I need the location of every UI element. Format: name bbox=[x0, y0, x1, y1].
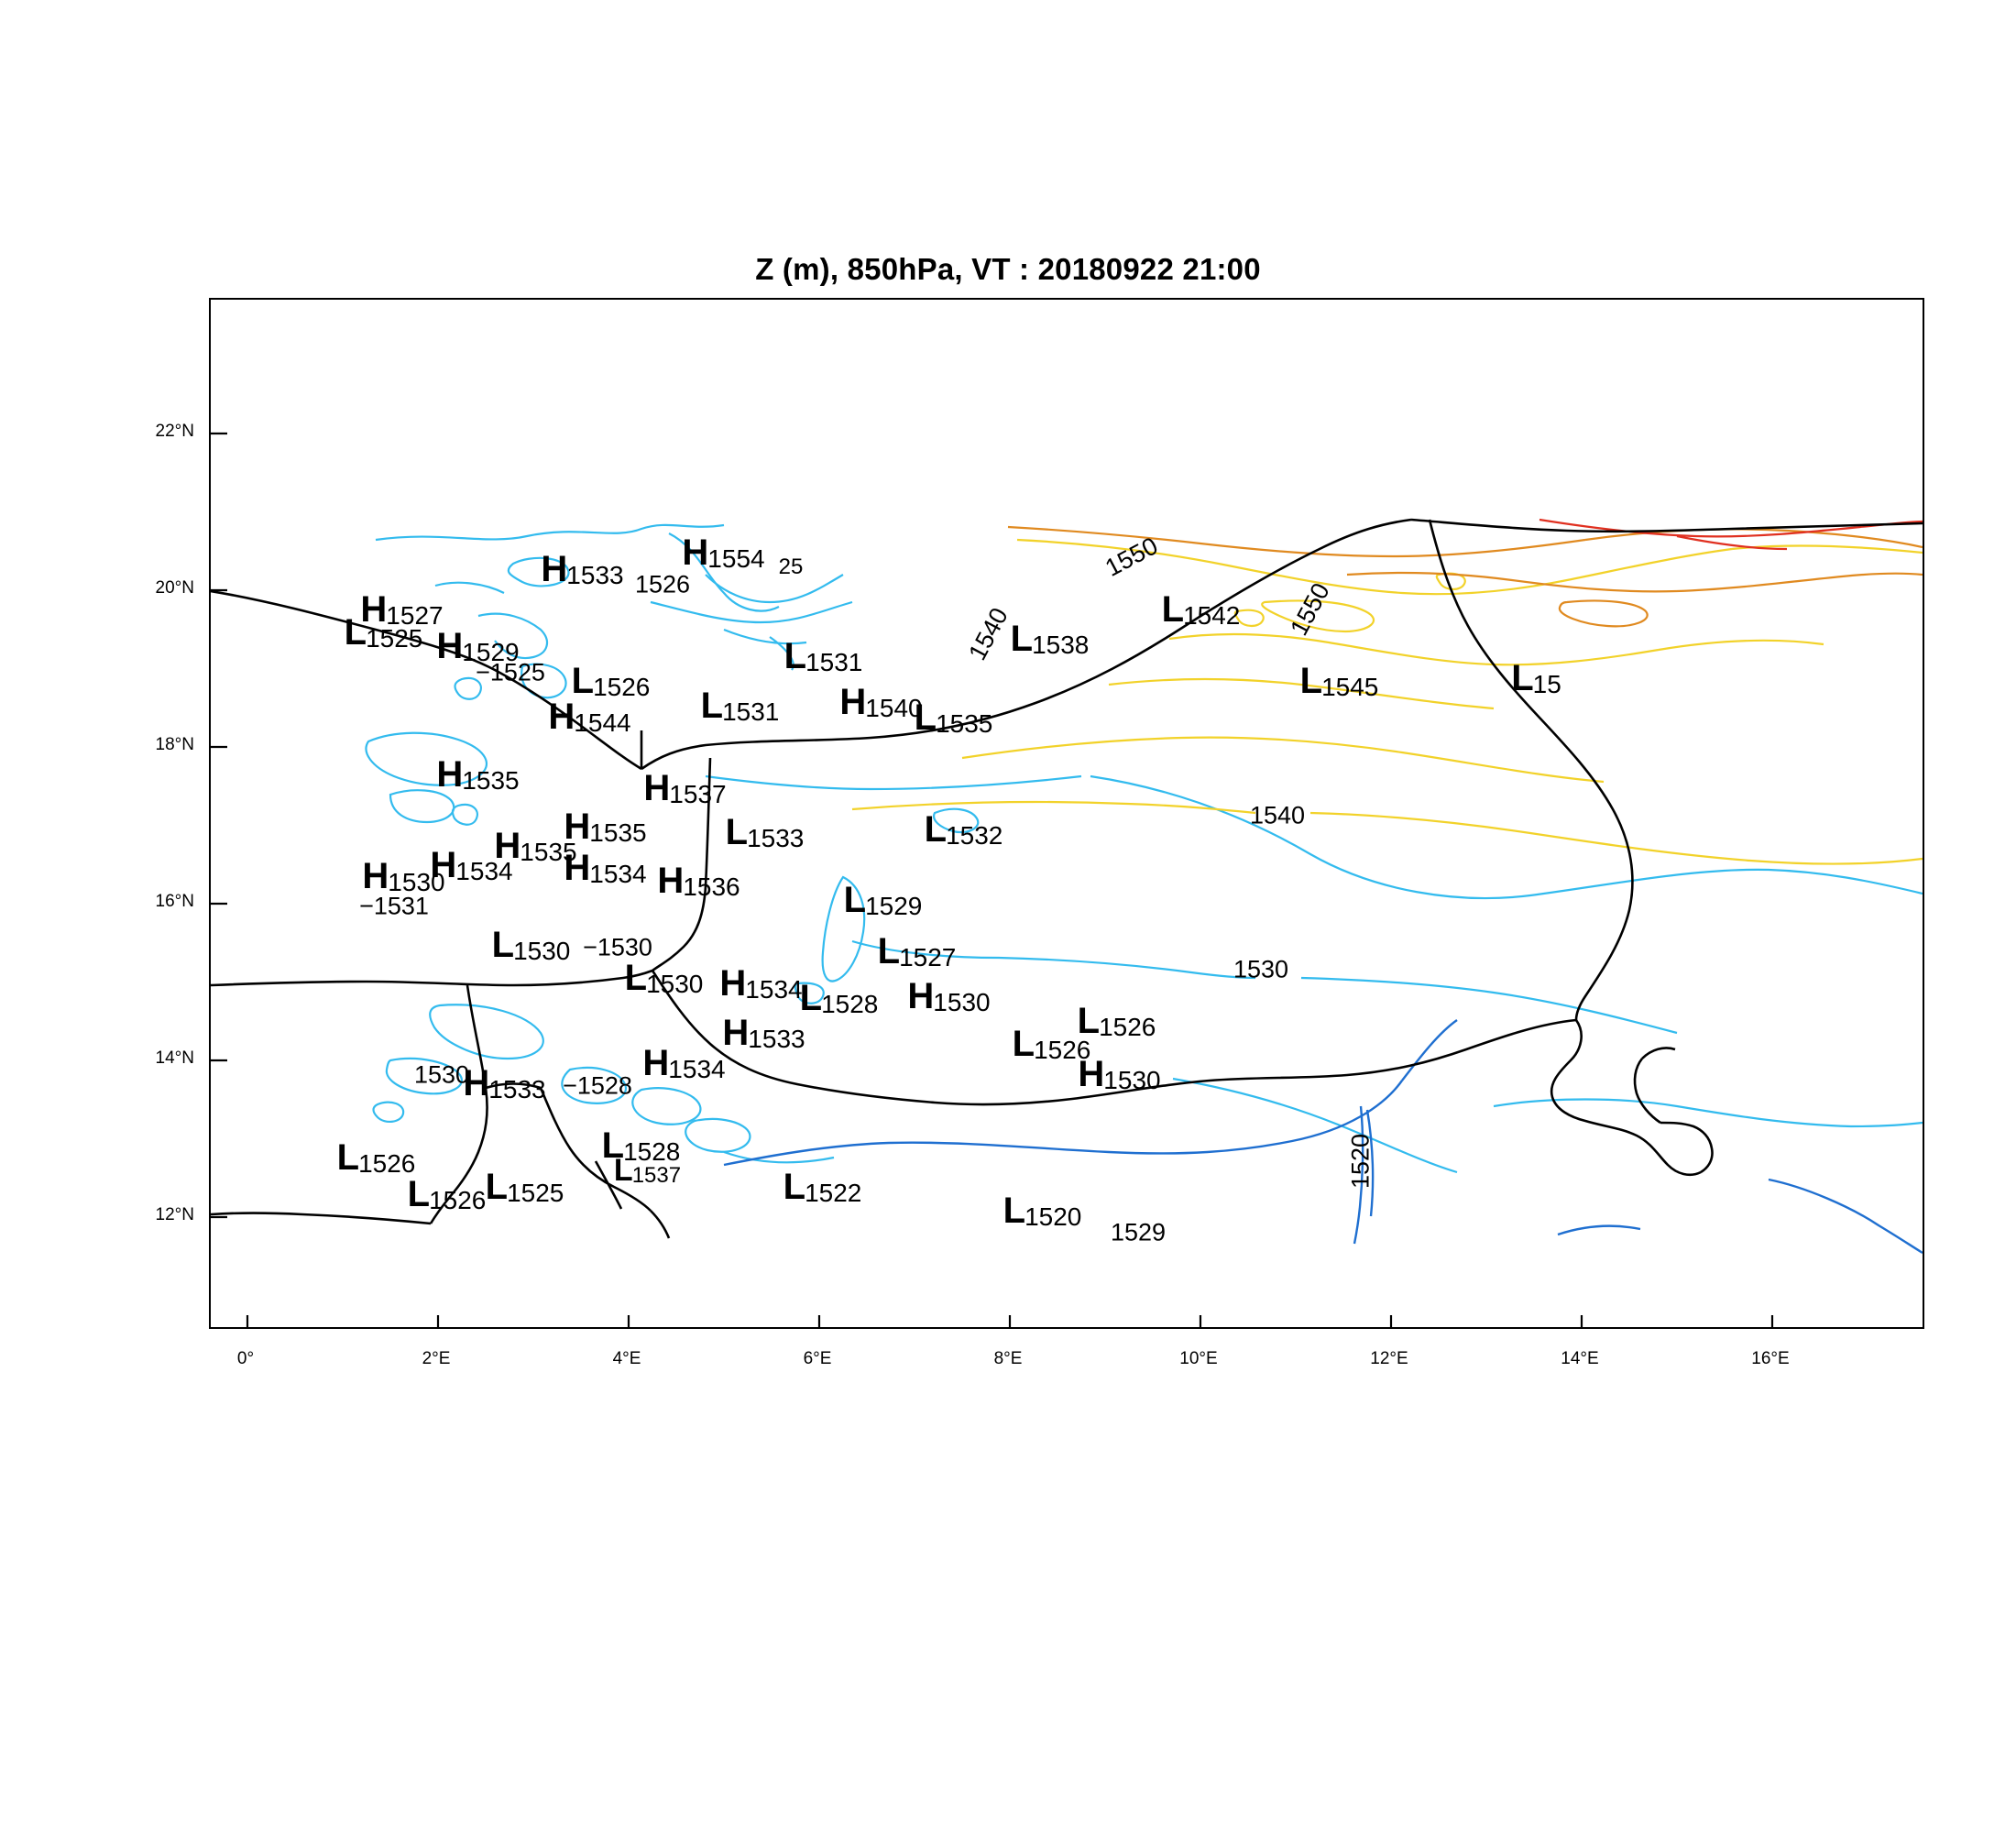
marker-H-1530-b bbox=[907, 978, 991, 1015]
marker-symbol: H bbox=[430, 845, 457, 885]
marker-L-1526 bbox=[572, 663, 652, 699]
x-tick-10E: 10°E bbox=[1179, 1349, 1218, 1368]
marker-symbol: L bbox=[1003, 1191, 1026, 1231]
marker-L-1528-a bbox=[800, 980, 880, 1016]
marker-L-1530-a bbox=[492, 927, 572, 963]
marker-L-1522 bbox=[783, 1169, 863, 1205]
x-tick-0: 0° bbox=[236, 1349, 255, 1368]
x-tick-4E: 4°E bbox=[612, 1349, 641, 1368]
marker-symbol: L bbox=[407, 1174, 431, 1214]
marker-symbol: H bbox=[362, 856, 389, 896]
marker-value: 1522 bbox=[805, 1179, 862, 1207]
marker-symbol: L bbox=[783, 636, 807, 676]
marker-value: 1533 bbox=[566, 561, 624, 589]
marker-value: 1525 bbox=[507, 1179, 564, 1207]
marker-symbol: L bbox=[571, 661, 595, 701]
marker-symbol: L bbox=[1299, 661, 1323, 701]
marker-H-1530-c bbox=[1078, 1056, 1161, 1092]
marker-L-1527 bbox=[878, 933, 958, 970]
contour-label-1540-a: 1540 bbox=[963, 603, 1013, 665]
marker-L-1526-d bbox=[408, 1176, 488, 1213]
marker-symbol: L bbox=[799, 978, 823, 1018]
marker-value: 1526 bbox=[429, 1186, 487, 1214]
marker-L-1545 bbox=[1300, 663, 1380, 699]
marker-value: 1530 bbox=[933, 988, 991, 1016]
marker-symbol: L bbox=[344, 612, 367, 653]
contour-label-1530-a: 1530 bbox=[1233, 955, 1289, 983]
contour-label-1526: 1526 bbox=[634, 570, 691, 598]
marker-symbol: H bbox=[657, 861, 685, 901]
y-tick-22N: 22°N bbox=[155, 422, 194, 441]
marker-value: 1526 bbox=[358, 1149, 416, 1178]
marker-value: 1533 bbox=[747, 824, 805, 852]
marker-H-1554 bbox=[682, 534, 765, 571]
marker-symbol: H bbox=[436, 754, 464, 795]
marker-H-1533-b bbox=[722, 1015, 805, 1051]
marker-value: 1530 bbox=[646, 970, 704, 998]
marker-symbol: H bbox=[548, 697, 575, 737]
marker-L-1535 bbox=[915, 699, 994, 736]
marker-value: 1540 bbox=[865, 694, 923, 722]
y-tick-14N: 14°N bbox=[155, 1048, 194, 1068]
x-tick-6E: 6°E bbox=[803, 1349, 832, 1368]
marker-symbol: H bbox=[360, 589, 388, 630]
marker-value: 1535 bbox=[462, 766, 520, 795]
x-tick-16E: 16°E bbox=[1751, 1349, 1790, 1368]
marker-symbol: L bbox=[1077, 1001, 1101, 1041]
marker-L-1537 bbox=[614, 1155, 682, 1186]
marker-symbol: H bbox=[682, 532, 709, 573]
marker-L-1530-b bbox=[625, 960, 705, 996]
marker-value: 1527 bbox=[899, 943, 957, 971]
contour-label-minus-1528: −1528 bbox=[563, 1071, 632, 1100]
contour-label-25: 25 bbox=[778, 554, 804, 579]
marker-value: 1531 bbox=[805, 648, 863, 676]
marker-value: 1526 bbox=[593, 673, 651, 701]
marker-symbol: L bbox=[924, 809, 948, 850]
marker-value: 1534 bbox=[455, 857, 513, 885]
marker-value: 1534 bbox=[589, 860, 647, 888]
marker-value: 1530 bbox=[513, 937, 571, 965]
contour-label-1550-b: 1550 bbox=[1285, 578, 1335, 641]
marker-value: 1537 bbox=[669, 780, 727, 808]
marker-symbol: L bbox=[1161, 589, 1185, 630]
marker-symbol: L bbox=[783, 1167, 806, 1207]
marker-symbol: H bbox=[436, 626, 464, 666]
marker-value: 1525 bbox=[366, 624, 423, 653]
marker-value: 1535 bbox=[520, 838, 577, 866]
x-tick-12E: 12°E bbox=[1370, 1349, 1408, 1368]
marker-value: 1528 bbox=[821, 990, 879, 1018]
marker-symbol: H bbox=[719, 963, 747, 1004]
marker-value: 1532 bbox=[946, 821, 1003, 850]
contour-label-minus-1530: −1530 bbox=[583, 933, 652, 961]
x-tick-2E: 2°E bbox=[422, 1349, 451, 1368]
marker-L-1529 bbox=[844, 882, 924, 918]
marker-value: 1527 bbox=[386, 601, 444, 630]
marker-symbol: H bbox=[541, 549, 568, 589]
marker-symbol: H bbox=[643, 768, 671, 808]
marker-symbol: H bbox=[642, 1043, 670, 1083]
marker-value: 1529 bbox=[865, 892, 923, 920]
marker-symbol: H bbox=[463, 1063, 490, 1103]
marker-L-1526-c bbox=[337, 1139, 417, 1176]
marker-symbol: L bbox=[1010, 619, 1034, 659]
marker-value: 1542 bbox=[1183, 601, 1241, 630]
contour-label-minus-1525: −1525 bbox=[476, 658, 545, 686]
marker-value: 1535 bbox=[936, 709, 993, 738]
marker-symbol: L bbox=[1511, 658, 1534, 698]
marker-value: 1536 bbox=[683, 873, 740, 901]
marker-symbol: L bbox=[877, 931, 901, 971]
marker-symbol: L bbox=[700, 686, 724, 726]
contour-label-1530-b: 1530 bbox=[413, 1060, 470, 1089]
marker-H-1534-d bbox=[642, 1045, 726, 1081]
chart-title: Z (m), 850hPa, VT : 20180922 21:00 bbox=[755, 252, 1261, 286]
marker-value: 1554 bbox=[707, 544, 765, 573]
marker-L-1531-a bbox=[784, 638, 864, 675]
marker-H-1534-c bbox=[719, 965, 803, 1002]
marker-H-1530-a bbox=[362, 858, 445, 895]
marker-value: 1534 bbox=[668, 1055, 726, 1083]
marker-symbol: H bbox=[907, 976, 935, 1016]
map-plot-area bbox=[209, 298, 1924, 1329]
marker-L-1542 bbox=[1162, 591, 1242, 628]
marker-value: 1526 bbox=[1099, 1013, 1156, 1041]
marker-value: 1537 bbox=[631, 1163, 682, 1188]
marker-H-1544 bbox=[548, 698, 631, 735]
contour-label-minus-1531: −1531 bbox=[359, 892, 429, 920]
marker-symbol: L bbox=[843, 880, 867, 920]
marker-symbol: L bbox=[914, 697, 937, 738]
marker-value: 1533 bbox=[748, 1025, 805, 1053]
marker-symbol: H bbox=[722, 1013, 750, 1053]
marker-symbol: L bbox=[1012, 1024, 1035, 1064]
contour-label-1550-a: 1550 bbox=[1101, 532, 1163, 582]
marker-value: 1520 bbox=[1024, 1202, 1082, 1231]
marker-symbol: L bbox=[601, 1125, 625, 1166]
marker-value: 1538 bbox=[1032, 631, 1090, 659]
marker-value: 1544 bbox=[574, 708, 631, 737]
marker-value: 1530 bbox=[1103, 1066, 1161, 1094]
marker-H-1534-b bbox=[564, 850, 647, 886]
marker-L-1525 bbox=[345, 614, 424, 651]
y-tick-12N: 12°N bbox=[155, 1205, 194, 1224]
marker-symbol: L bbox=[613, 1153, 633, 1188]
marker-value: 1533 bbox=[488, 1075, 546, 1103]
marker-L-1525-b bbox=[486, 1169, 565, 1205]
marker-value: 1528 bbox=[623, 1137, 681, 1166]
marker-value: 15 bbox=[1532, 670, 1561, 698]
marker-value: 1530 bbox=[388, 868, 445, 896]
marker-value: 1526 bbox=[1034, 1036, 1091, 1064]
y-tick-20N: 20°N bbox=[155, 578, 194, 598]
marker-L-1531-b bbox=[701, 687, 781, 724]
marker-value: 1534 bbox=[745, 975, 803, 1004]
marker-symbol: L bbox=[485, 1167, 509, 1207]
marker-symbol: L bbox=[624, 958, 648, 998]
y-tick-18N: 18°N bbox=[155, 735, 194, 754]
marker-value: 1531 bbox=[722, 697, 780, 726]
marker-L-1533 bbox=[726, 814, 805, 851]
marker-value: 1529 bbox=[462, 638, 520, 666]
marker-L-1538 bbox=[1011, 620, 1090, 657]
marker-symbol: L bbox=[491, 925, 515, 965]
marker-H-1533-c bbox=[463, 1065, 546, 1102]
marker-symbol: L bbox=[336, 1137, 360, 1178]
marker-H-1533 bbox=[541, 551, 624, 587]
marker-symbol: H bbox=[564, 807, 591, 847]
marker-symbol: H bbox=[494, 826, 521, 866]
marker-symbol: H bbox=[1078, 1054, 1105, 1094]
marker-value: 1535 bbox=[589, 818, 647, 847]
marker-L-15-edge bbox=[1511, 660, 1562, 697]
y-tick-16N: 16°N bbox=[155, 892, 194, 911]
contour-label-1520: 1520 bbox=[1346, 1133, 1375, 1190]
marker-symbol: H bbox=[839, 682, 867, 722]
x-tick-14E: 14°E bbox=[1561, 1349, 1599, 1368]
marker-symbol: H bbox=[564, 848, 591, 888]
marker-L-1532 bbox=[925, 811, 1004, 848]
contour-label-1540-b: 1540 bbox=[1249, 801, 1306, 829]
marker-value: 1545 bbox=[1321, 673, 1379, 701]
contour-map-svg bbox=[211, 300, 1924, 1329]
marker-H-1535-a bbox=[436, 756, 520, 793]
marker-symbol: L bbox=[725, 812, 749, 852]
marker-H-1540 bbox=[839, 684, 923, 720]
marker-H-1537 bbox=[643, 770, 727, 807]
contour-label-1529-edge: 1529 bbox=[1110, 1218, 1167, 1246]
marker-H-1536 bbox=[657, 862, 740, 899]
marker-L-1520 bbox=[1003, 1192, 1083, 1229]
x-tick-8E: 8°E bbox=[993, 1349, 1023, 1368]
